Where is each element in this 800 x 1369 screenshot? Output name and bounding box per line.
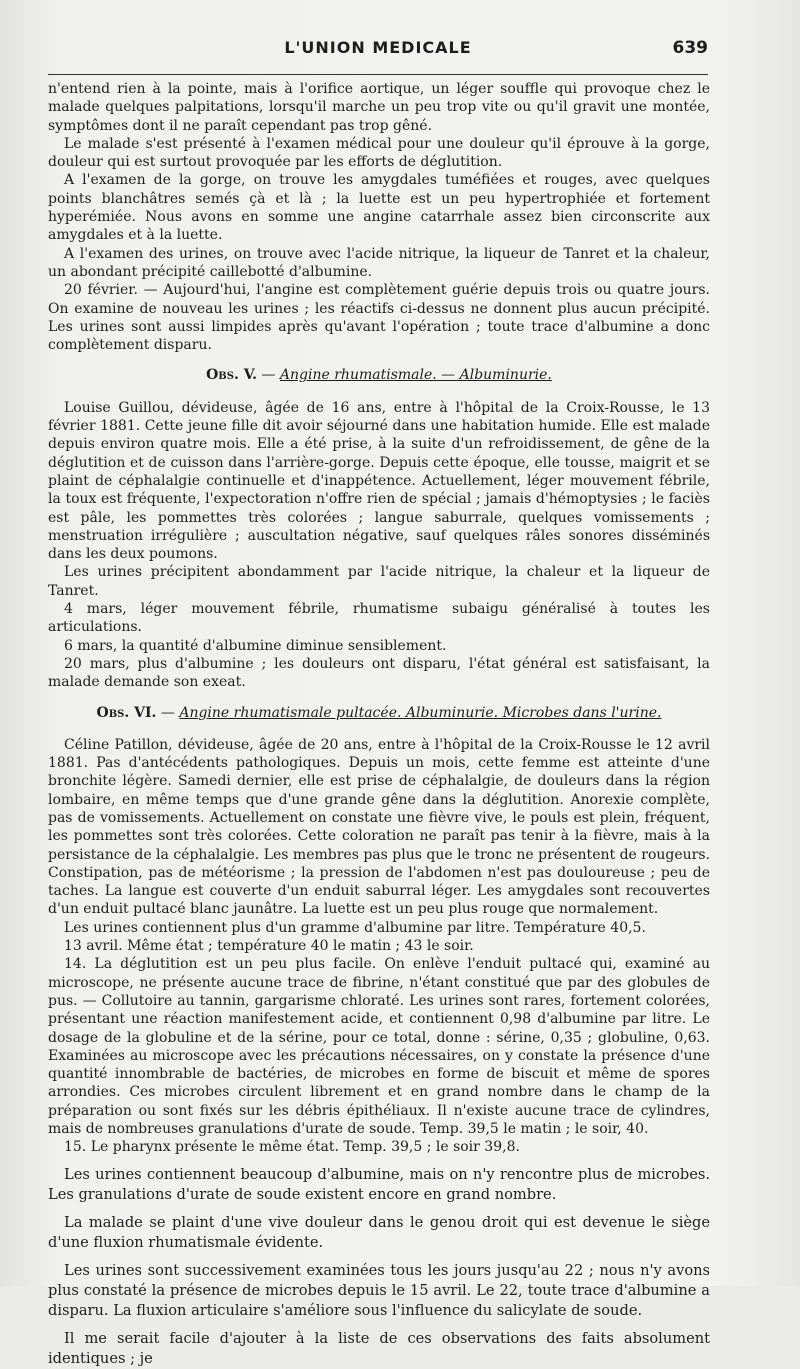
paragraph: A l'examen de la gorge, on trouve les amygdales tuméfiées et rouges, avec quelques points blanchâtres semés çà et là ; la luette est un peu hypertrophiée et fortement hyperémiée. Nous avons en somme une angine catarrhale assez bien circonscrite aux amygdales et à la luette. — [48, 172, 710, 244]
paragraph: 4 mars, léger mouvement fébrile, rhumatisme subaigu généralisé à toutes les articulations. — [48, 601, 710, 636]
body-text — [48, 80, 710, 1369]
observation-title: Angine rhumatismale. — Albuminurie. — [279, 367, 552, 384]
observation-dash: — — [257, 367, 280, 384]
paragraph: 13 avril. Même état ; température 40 le matin ; 43 le soir. — [64, 938, 474, 955]
paragraph: Les urines contiennent plus d'un gramme d'albumine par litre. Température 40,5. — [64, 919, 646, 936]
page-number: 639 — [672, 38, 708, 58]
page-header — [48, 38, 708, 68]
paragraph: Les urines précipitent abondamment par l'acide nitrique, la chaleur et la liqueur de Tanret. — [48, 564, 710, 599]
observation-heading — [48, 704, 710, 722]
observation-label: Obs. VI. — [96, 704, 157, 721]
paragraph: Céline Patillon, dévideuse, âgée de 20 ans, entre à l'hôpital de la Croix-Rousse le 12 avril 1881. Pas d'antécédents pathologiques. Depuis un mois, cette femme est atteinte d'une bronchite légère. Samedi dernier, elle est prise de céphalalgie, de douleurs dans la région lombaire, en même temps que d'une grande gêne dans la déglutition. Anorexie complète, pas de vomissements. Actuellement on constate une fièvre vive, le pouls est plein, fréquent, les pommettes sont très colorées. Cette coloration ne paraît pas tenir à la fièvre, mais à la persistance de la céphalalgie. Les membres pas plus que le tronc ne présentent de rougeurs. Constipation, pas de météorisme ; la pression de l'abdomen n'est pas douloureuse ; peu de taches. La langue est couverte d'un enduit saburral léger. Les amygdales sont recouvertes d'un enduit pultacé blanc jaunâtre. La luette est un peu plus rouge que normalement. — [48, 736, 710, 918]
observation-dash: — — [156, 704, 180, 721]
paragraph: Le malade s'est présenté à l'examen médical pour une douleur qu'il éprouve à la gorge, douleur qui est surtout provoquée par les efforts de déglutition. — [48, 135, 710, 171]
paragraph: 15. Le pharynx présente le même état. Temp. 39,5 ; le soir 39,8. — [64, 1139, 520, 1156]
header-rule — [48, 74, 708, 75]
closing-section — [48, 1165, 710, 1369]
running-title: L'UNION MEDICALE — [284, 38, 472, 57]
paragraph: 6 mars, la quantité d'albumine diminue sensiblement. — [64, 637, 447, 654]
paragraph: 20 février. — Aujourd'hui, l'angine est complètement guérie depuis trois ou quatre jours. On examine de nouveau les urines ; les réactifs ci-dessus ne donnent plus aucun précipité. Les urines sont aussi limpides après qu'avant l'opération ; toute trace d'albumine a donc complètement disparu. — [48, 282, 710, 354]
paragraph: 20 mars, plus d'albumine ; les douleurs ont disparu, l'état général est satisfaisant, la malade demande son exeat. — [48, 655, 710, 691]
paragraph: Les urines sont successivement examinées tous les jours jusqu'au 22 ; nous n'y avons plus constaté la présence de microbes depuis le 15 avril. Le 22, toute trace d'albumine a disparu. La fluxion articulaire s'améliore sous l'influence du salicylate de soude. — [48, 1261, 710, 1319]
paragraph: Les urines contiennent beaucoup d'albumine, mais on n'y rencontre plus de microbes. Les granulations d'urate de soude existent encore en grand nombre. — [48, 1165, 710, 1203]
paragraph: A l'examen des urines, on trouve avec l'acide nitrique, la liqueur de Tanret et la chaleur, un abondant précipité caillebotté d'albumine. — [48, 245, 710, 280]
observation-title: Angine rhumatismale pultacée. Albuminurie. Microbes dans l'urine. — [179, 704, 662, 721]
paragraph: Louise Guillou, dévideuse, âgée de 16 ans, entre à l'hôpital de la Croix-Rousse, le 13 février 1881. Cette jeune fille dit avoir séjourné dans une habitation humide. Elle est malade depuis environ quatre mois. Elle a été prise, à la suite d'un refroidissement, de gêne de la déglutition et de cuisson dans l'arrière-gorge. Depuis cette époque, elle tousse, maigrit et se plaint de céphalalgie continuelle et d'inappétence. Actuellement, léger mouvement fébrile, la toux est fréquente, l'expectoration n'offre rien de spécial ; jamais d'hémoptysies ; le faciès est pâle, les pommettes très colorées ; langue saburrale, quelques vomissements ; menstruation irrégulière ; auscultation négative, sauf quelques râles sonores disséminés dans les deux poumons. — [48, 399, 710, 563]
observation-label: Obs. V. — [206, 367, 258, 384]
paragraph: La malade se plaint d'une vive douleur dans le genou droit qui est devenue le siège d'une fluxion rhumatismale évidente. — [48, 1213, 710, 1251]
observation-heading — [48, 366, 710, 384]
paragraph: n'entend rien à la pointe, mais à l'orifice aortique, un léger souffle qui provoque chez le malade quelques palpitations, lorsqu'il marche un peu trop vite ou qu'il gravit une montée, symptômes dont il ne paraît cependant pas trop gêné. — [48, 81, 710, 134]
paragraph: Il me serait facile d'ajouter à la liste de ces observations des faits absolument identiques ; je — [48, 1329, 710, 1367]
paragraph: 14. La déglutition est un peu plus facile. On enlève l'enduit pultacé qui, examiné au microscope, ne présente aucune trace de fibrine, n'étant constitué que par des globules de pus. — Collutoire au tannin, gargarisme chloraté. Les urines sont rares, fortement colorées, présentant une réaction manifestement acide, et contiennent 0,98 d'albumine par litre. Le dosage de la globuline et de la sérine, pour ce total, donne : sérine, 0,35 ; globuline, 0,63. Examinées au microscope avec les précautions nécessaires, on y constate la présence d'une quantité innombrable de bactéries, de microbes en forme de biscuit et même de spores arrondies. Ces microbes circulent librement et en grand nombre dans le champ de la préparation ou sont fixés sur les débris épithéliaux. Il n'existe aucune trace de cylindres, mais de nombreuses granulations d'urate de soude. Temp. 39,5 le matin ; le soir, 40. — [48, 956, 710, 1138]
